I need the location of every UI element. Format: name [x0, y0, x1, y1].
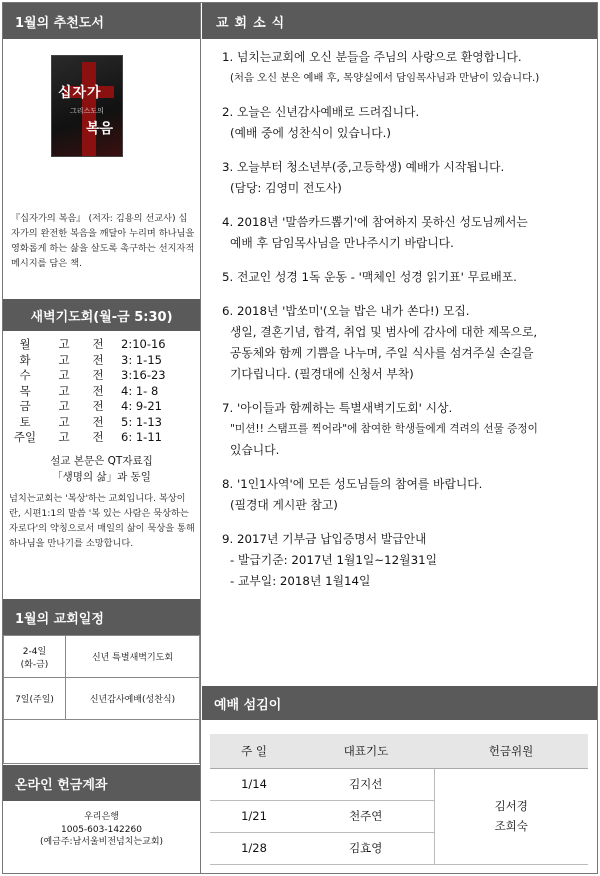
table-row	[210, 768, 588, 800]
news-item	[222, 474, 594, 516]
prayer-book-a: 고	[58, 430, 70, 444]
news-item	[222, 529, 594, 592]
service-section-header: 예배 섬김이	[202, 686, 597, 720]
column-header-offering: 헌금위원	[434, 734, 588, 768]
prayer-verse: 6: 1-11	[121, 430, 162, 444]
column-header-date: 주 일	[210, 734, 298, 768]
prayer-book-b: 전	[92, 352, 104, 367]
schedule-date	[4, 636, 66, 678]
schedule-table	[3, 635, 200, 764]
prayer-book-b: 전	[92, 383, 104, 398]
bank-name: 우리은행	[84, 812, 119, 822]
schedule-event: 신년 특별새벽기도회	[66, 636, 200, 678]
prayer-verse: 2:10-16	[121, 337, 166, 351]
book-cover-image	[51, 55, 123, 157]
news-item-detail: 예배 후 담임목사님을 만나주시기 바랍니다.	[230, 236, 454, 250]
prayer-day: 수	[19, 368, 31, 382]
prayer-book-a: 고	[58, 399, 70, 413]
schedule-event: 신년감사예배(성찬식)	[66, 678, 200, 720]
bank-section-header: 온라인 헌금계좌	[3, 765, 200, 801]
prayer-row	[3, 353, 200, 369]
prayer-day: 금	[19, 399, 31, 413]
news-item-title: 5. 전교인 성경 1독 운동 - '맥체인 성경 읽기표' 무료배포.	[222, 270, 517, 284]
church-motto: 넘치는교회는 '복상'하는 교회입니다. 복상이란, 시편1:1의 말씀 '복 있는 사람은 묵상하는 자로다'의 약칭으로서 매일의 삶이 묵상을 통해 하나님을 만나기를 소망합니다.	[9, 493, 195, 549]
prayer-verse: 4: 1- 8	[121, 383, 159, 398]
prayer-book-a: 고	[58, 414, 70, 429]
schedule-row	[4, 678, 200, 720]
service-prayer: 김효영	[298, 832, 434, 864]
news-item-title: 7. '아이들과 함께하는 특별새벽기도회' 시상.	[222, 401, 453, 415]
service-table	[210, 734, 588, 865]
offering-member: 조희숙	[494, 819, 528, 833]
news-item-detail: (예배 중에 성찬식이 있습니다.)	[230, 126, 391, 140]
news-item	[222, 301, 594, 385]
column-header-prayer: 대표기도	[298, 734, 434, 768]
news-item-detail: - 교부일: 2018년 1월14일	[230, 574, 371, 588]
service-prayer: 천주연	[298, 800, 434, 832]
news-item	[222, 267, 594, 288]
schedule-date	[4, 678, 66, 720]
service-table-header	[210, 734, 588, 768]
prayer-verse: 3: 1-15	[121, 352, 162, 367]
book-section	[3, 39, 200, 269]
prayer-book-a: 고	[58, 337, 70, 351]
prayer-row	[3, 337, 200, 353]
news-item-title: 9. 2017년 기부금 납입증명서 발급안내	[222, 532, 427, 546]
bank-holder: (예금주:남서울비전넘치는교회)	[39, 837, 164, 847]
bulletin-page	[2, 2, 598, 874]
prayer-book-b: 전	[92, 414, 104, 429]
news-item	[222, 102, 594, 144]
news-item-title: 4. 2018년 '말씀카드뽑기'에 참여하지 못하신 성도님께서는	[222, 215, 528, 229]
prayer-row	[3, 384, 200, 400]
news-item-detail: 있습니다.	[230, 443, 280, 457]
news-section-header: 교회소식	[202, 3, 597, 39]
prayer-day: 월	[19, 337, 31, 351]
news-item	[222, 212, 594, 254]
prayer-schedule	[3, 337, 200, 446]
bank-account: 1005-603-142260	[61, 824, 142, 835]
book-cover-subtitle: 그리스도의	[70, 107, 104, 115]
left-column	[3, 3, 201, 873]
service-date: 1/21	[210, 800, 298, 832]
prayer-book-b: 전	[92, 430, 104, 444]
news-item-title: 2. 오늘은 신년감사예배로 드려집니다.	[222, 105, 420, 119]
book-cover-title-bottom: 복음	[86, 121, 114, 137]
prayer-verse: 3:16-23	[121, 368, 166, 382]
news-item-detail: "미션!! 스탬프를 찍어라"에 참여한 학생들에게 격려의 선물 증정이	[230, 423, 538, 435]
book-section-header: 1월의 추천도서	[3, 3, 200, 39]
prayer-day: 목	[19, 383, 31, 398]
news-item-detail: - 발급기준: 2017년 1월1일~12월31일	[230, 553, 437, 567]
news-item-detail: (필경대 게시판 참고)	[230, 498, 338, 512]
prayer-day: 토	[19, 414, 31, 429]
prayer-book-b: 전	[92, 399, 104, 413]
service-date: 1/28	[210, 832, 298, 864]
prayer-book-b: 전	[92, 337, 104, 351]
news-list	[222, 47, 594, 592]
prayer-row	[3, 368, 200, 384]
prayer-verse: 4: 9-21	[121, 399, 162, 413]
schedule-date-line: 2-4일	[22, 646, 47, 657]
prayer-day: 화	[19, 352, 31, 367]
sermon-line: 설교 본문은 QT자료집	[50, 455, 153, 467]
news-item-detail: (담당: 김영미 전도사)	[230, 181, 342, 195]
news-item	[222, 157, 594, 199]
service-date: 1/14	[210, 768, 298, 800]
right-column	[202, 3, 597, 873]
offering-member: 김서경	[494, 799, 528, 813]
sermon-line: 「생명의 삶」과 동일	[52, 471, 151, 483]
news-item-detail: (처음 오신 분은 예배 후, 목양실에서 담임목사님과 만남이 있습니다.)	[230, 72, 540, 84]
book-cover-title: 십자가	[58, 85, 102, 101]
prayer-row	[3, 415, 200, 431]
sermon-note	[3, 453, 200, 485]
prayer-row	[3, 430, 200, 446]
news-item	[222, 47, 594, 89]
schedule-row-empty	[4, 720, 200, 764]
prayer-row	[3, 399, 200, 415]
news-item-detail: 기다립니다. (필경대에 신청서 부착)	[230, 367, 414, 381]
bank-info	[3, 811, 200, 849]
prayer-verse: 5: 1-13	[121, 414, 162, 429]
prayer-book-a: 고	[58, 383, 70, 398]
schedule-row	[4, 636, 200, 678]
schedule-date-line: (화-금)	[20, 659, 49, 670]
news-item-title: 1. 넘치는교회에 오신 분들을 주님의 사랑으로 환영합니다.	[222, 50, 522, 64]
news-item-title: 6. 2018년 '밥쏘미'(오늘 밥은 내가 쏜다!) 모집.	[222, 304, 470, 318]
news-item	[222, 398, 594, 461]
news-item-title: 8. '1인1사역'에 모든 성도님들의 참여를 바랍니다.	[222, 477, 483, 491]
news-item-title: 3. 오늘부터 청소년부(중,고등학생) 예배가 시작됩니다.	[222, 160, 505, 174]
offering-team	[434, 768, 588, 864]
prayer-day: 주일	[13, 430, 37, 444]
schedule-empty-cell	[4, 720, 200, 764]
schedule-date-line: 7일(주일)	[15, 695, 54, 705]
news-item-detail: 공동체와 함께 기쁨을 나누며, 주일 식사를 섬겨주실 손길을	[230, 346, 534, 360]
news-item-detail: 생일, 결혼기념, 합격, 취업 및 범사에 감사에 대한 제목으로,	[230, 325, 538, 339]
prayer-book-a: 고	[58, 352, 70, 367]
prayer-book-a: 고	[58, 368, 70, 382]
service-prayer: 김지선	[298, 768, 434, 800]
prayer-book-b: 전	[92, 368, 104, 382]
schedule-section-header: 1월의 교회일정	[3, 599, 200, 635]
prayer-section-header: 새벽기도회(월-금 5:30)	[3, 299, 200, 331]
book-description: 『십자가의 복음』 (저자: 김용의 선교사) 십자가의 완전한 복음을 깨달아 누리며 하나님을 영화롭게 하는 삶을 살도록 촉구하는 선지자적 메시지를 담은 책.	[11, 213, 195, 269]
